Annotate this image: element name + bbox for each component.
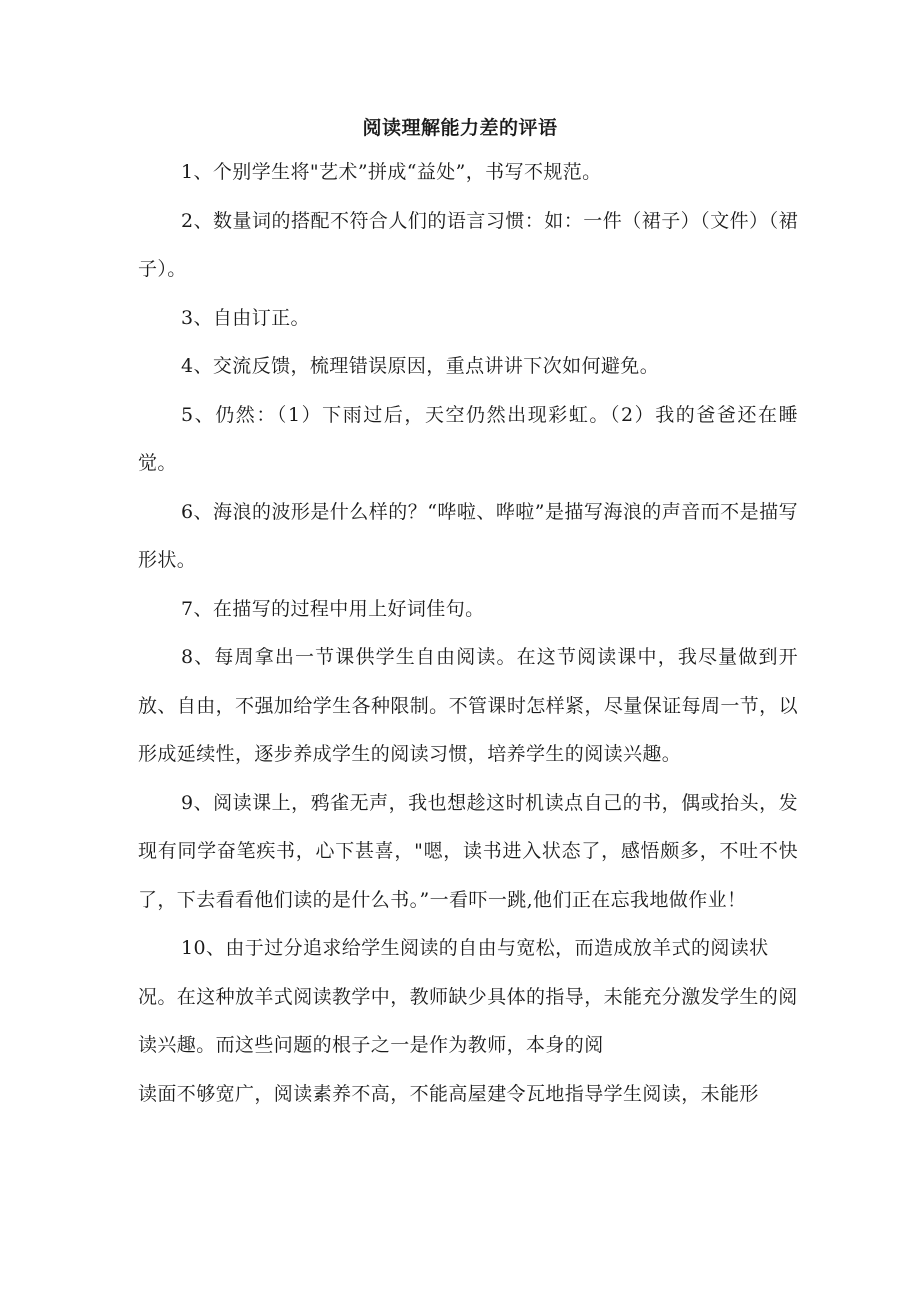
paragraph-5: 5、仍然：（1）下雨过后，天空仍然出现彩虹。（2）我的爸爸还在睡觉。 [138, 403, 798, 474]
paragraph-10-continued: 读面不够宽广，阅读素养不高，不能高屋建令瓦地指导学生阅读，未能形 [138, 1082, 759, 1105]
paragraph-1: 1、个别学生将"艺术”拼成“益处”，书写不规范。 [181, 161, 602, 183]
paragraph-6: 6、海浪的波形是什么样的？“哗啦、哗啦”是描写海浪的声音而不是描写形状。 [138, 500, 798, 571]
document-body [138, 148, 798, 1118]
paragraph-4: 4、交流反馈，梳理错误原因，重点讲讲下次如何避免。 [181, 355, 660, 377]
paragraph-9: 9、阅读课上，鸦雀无声，我也想趁这时机读点自己的书，偶或抬头，发现有同学奋笔疾书，心下甚喜，"嗯，读书进入状态了，感悟颇多，不吐不快了，下去看看他们读的是什么书。”一看吓一跳,他们正在忘我地做作业！ [138, 791, 798, 911]
paragraph-7: 7、在描写的过程中用上好词佳句。 [181, 597, 485, 620]
paragraph-10: 10、由于过分追求给学生阅读的自由与宽松，而造成放羊式的阅读状况。在这种放羊式阅读教学中，教师缺少具体的指导，未能充分激发学生的阅读兴趣。而这些问题的根子之一是作为教师，本身的阅 [138, 937, 798, 1056]
document-title: 阅读理解能力差的评语 [362, 117, 558, 139]
paragraph-3: 3、自由订正。 [181, 306, 310, 329]
paragraph-8: 8、每周拿出一节课供学生自由阅读。在这节阅读课中，我尽量做到开放、自由，不强加给学生各种限制。不管课时怎样紧，尽量保证每周一节，以形成延续性，逐步养成学生的阅读习惯，培养学生的阅读兴趣。 [138, 646, 798, 765]
paragraph-2: 2、数量词的搭配不符合人们的语言习惯：如：一件（裙子）（文件）（裙子）。 [138, 209, 798, 280]
